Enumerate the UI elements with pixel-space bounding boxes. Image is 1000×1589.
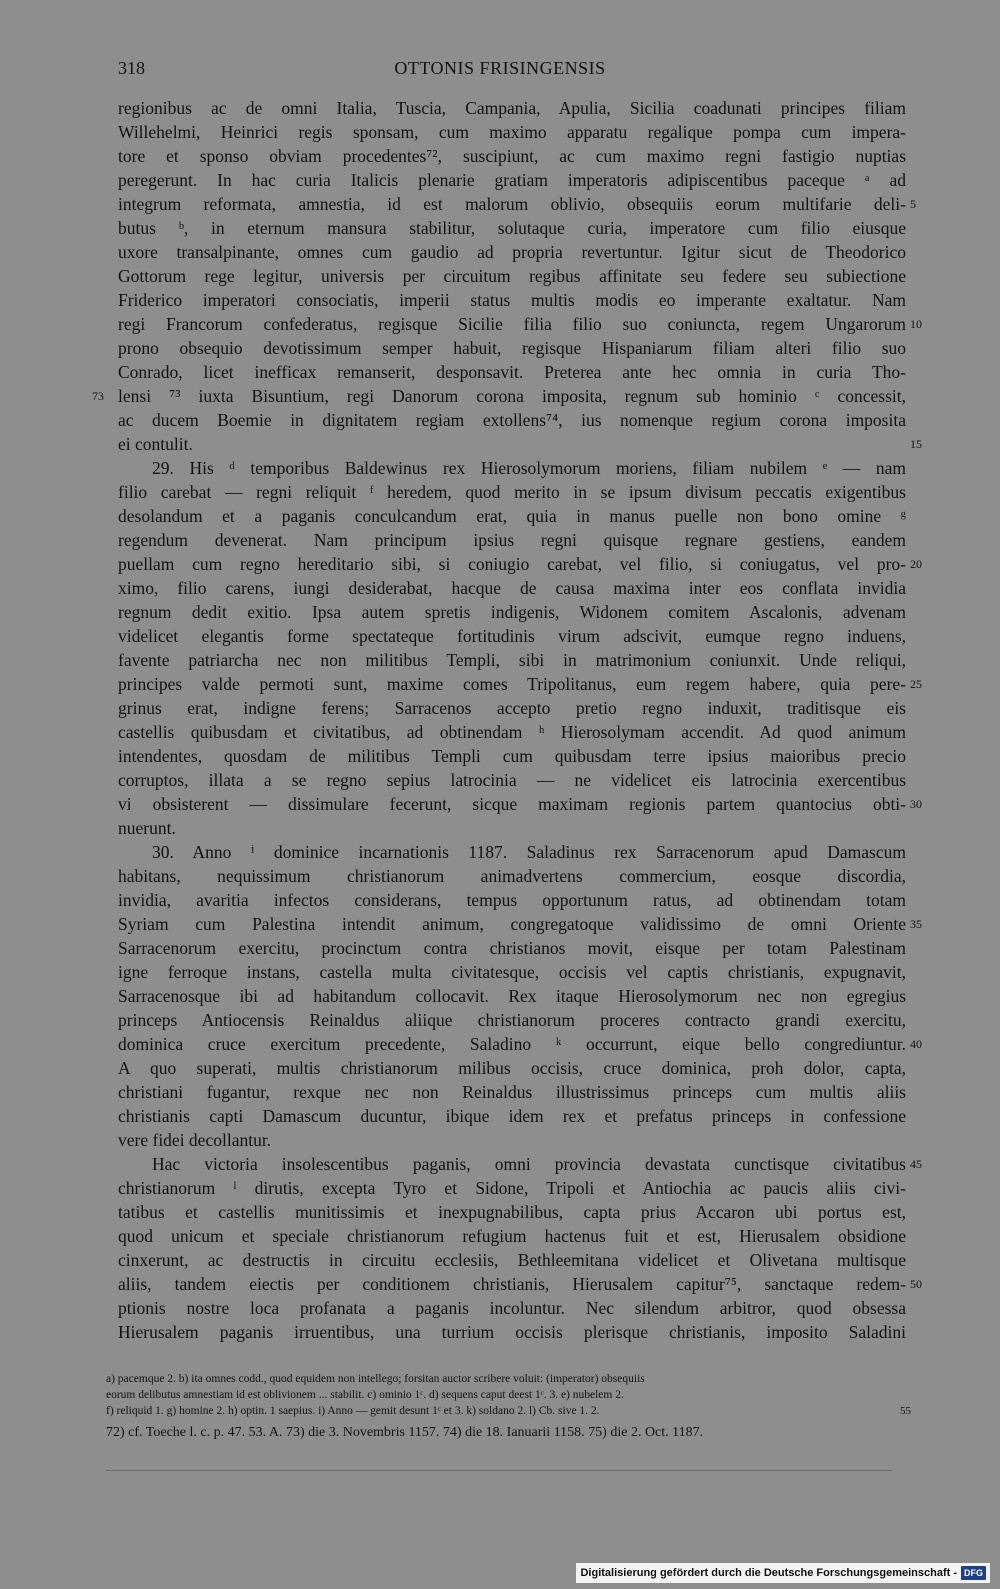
footnote-text: f) reliquid 1. g) homine 2. h) optin. 1 saepius. i) Anno — gemit desunt 1ᶜ et 3. k) soldano 2. l) Cb. sive 1. 2. (106, 1405, 600, 1417)
text-line (118, 648, 906, 672)
text-line (118, 1320, 906, 1344)
line-text: igne ferroque instans, castella multa civitatesque, occisis vel captis christianis, expugnavit, (118, 962, 906, 982)
line-text: quod unicum et speciale christianorum refugium hactenus fuit et est, Hierusalem obsidione (118, 1226, 906, 1246)
text-line (118, 1176, 906, 1200)
line-text: dominica cruce exercitum precedente, Saladino ᵏ occurrunt, eique bello congrediuntur. (118, 1034, 906, 1054)
footnote-line (106, 1371, 896, 1387)
line-text: tore et sponso obviam procedentes⁷², suscipiunt, ac cum maximo regni fastigio nuptias (118, 146, 906, 166)
line-text: invidia, avaritia infectos considerans, tempus opportunum ratus, ad obtinendam totam (118, 890, 906, 910)
line-number: 35 (910, 917, 922, 931)
text-line (118, 480, 906, 504)
line-text: desolandum et a paganis conculcandum erat, quia in manus puelle non bono omine ᵍ (118, 506, 906, 526)
text-line (118, 816, 906, 840)
line-number: 20 (910, 557, 922, 571)
line-text: Gottorum rege legitur, universis per circuitum regibus affinitate seu federe seu subiectione (118, 266, 906, 286)
line-text: butus ᵇ, in eternum mansura stabilitur, solutaque curia, imperatore cum filio eiusque (118, 218, 906, 238)
text-line (118, 744, 906, 768)
line-text: regnum dedit exitio. Ipsa autem spretis indigenis, Widonem comitem Ascalonis, advenam (118, 602, 906, 622)
line-number: 10 (910, 317, 922, 331)
line-text: princeps Antiocensis Reinaldus aliique christianorum proceres contracto grandi exercitu, (118, 1010, 906, 1030)
text-line (118, 408, 906, 432)
text-line (118, 1080, 906, 1104)
page-header (0, 58, 1000, 86)
line-text: favente patriarcha nec non militibus Templi, sibi in matrimonium coniunxit. Unde reliqui, (118, 650, 906, 670)
line-text: ptionis nostre loca profanata a paganis incoluntur. Nec silendum arbitror, quod obsessa (118, 1298, 906, 1318)
text-line (118, 528, 906, 552)
line-number: 45 (910, 1157, 922, 1171)
line-number: 50 (910, 1277, 922, 1291)
line-text: Sarracenosque ibi ad habitandum collocavit. Rex itaque Hierosolymorum nec non egregius (118, 986, 906, 1006)
line-number: 40 (910, 1037, 922, 1051)
text-line (118, 96, 906, 120)
margin-note-number: 73 (92, 389, 104, 403)
main-text (92, 96, 922, 1344)
text-line (118, 840, 906, 864)
line-text: christianorum ˡ dirutis, excepta Tyro et Sidone, Tripoli et Antiochia ac paucis aliis civi- (118, 1178, 906, 1198)
source-references: 72) cf. Toeche l. c. p. 47. 53. A. 73) die 3. Novembris 1157. 74) die 18. Ianuarii 1158. 75) die 2. Oct. 1187. (106, 1425, 704, 1440)
text-line (118, 672, 922, 696)
line-text: regendum devenerat. Nam principum ipsius regni quisque regnare gestiens, eandem (118, 530, 906, 550)
text-line (118, 1128, 906, 1152)
text-line (118, 192, 916, 216)
line-text: Conrado, licet inefficax remanserit, desponsavit. Preterea ante hec omnia in curia Tho- (118, 362, 906, 382)
line-text: tatibus et castellis munitissimis et inexpugnabilibus, capta prius Accaron ubi portus est, (118, 1202, 906, 1222)
line-text: 29. His ᵈ temporibus Baldewinus rex Hierosolymorum moriens, filiam nubilem ᵉ — nam (152, 458, 906, 478)
line-text: aliis, tandem eiectis per conditionem christianis, Hierusalem capitur⁷⁵, sanctaque redem- (118, 1274, 906, 1294)
text-line (118, 312, 922, 336)
line-text: christianis capti Damascum ducuntur, ibique idem rex et prefatus princeps in confessione (118, 1106, 906, 1126)
text-line (118, 912, 922, 936)
footnote-text: a) pacemque 2. b) ita omnes codd., quod equidem non intellego; forsitan auctor scribere voluit: (imperator) obsequiis (106, 1373, 645, 1385)
line-text: Hac victoria insolescentibus paganis, omni provincia devastata cunctisque civitatibus (152, 1154, 906, 1174)
line-text: corruptos, illata a se regno sepius latrocinia — ne videlicet eis latrocinia exercentibus (118, 770, 906, 790)
line-text: integrum reformata, amnestia, id est malorum oblivio, obsequiis eorum multifarie deli- (118, 194, 906, 214)
text-line (118, 240, 906, 264)
line-text: vere fidei decollantur. (118, 1130, 272, 1150)
line-number: 55 (900, 1405, 911, 1417)
footnote-line (106, 1387, 896, 1403)
line-text: grinus erat, indigne ferens; Sarracenos accepto pretio regno induxit, traditisque eis (118, 698, 906, 718)
text-line (118, 888, 906, 912)
text-line (118, 216, 906, 240)
line-text: cinxerunt, ac destructis in circuitu ecclesiis, Bethleemitana videlicet et Olivetana multisque (118, 1250, 906, 1270)
text-line (118, 360, 906, 384)
text-line (118, 864, 906, 888)
text-line (118, 768, 906, 792)
text-line (118, 336, 906, 360)
line-text: ximo, filio carens, iungi desiderabat, hacque de causa maxima inter eos conflata invidia (118, 578, 906, 598)
footnote-line (106, 1403, 911, 1419)
text-line (118, 1056, 906, 1080)
text-line (118, 1200, 906, 1224)
text-line (118, 576, 906, 600)
text-line (118, 144, 906, 168)
line-text: nuerunt. (118, 818, 176, 838)
text-line (118, 1272, 922, 1296)
line-text: prono obsequio devotissimum semper habuit, regisque Hispaniarum filiam alteri filio suo (118, 338, 906, 358)
text-line (118, 1032, 922, 1056)
text-line (118, 696, 906, 720)
line-text: vi obsisterent — dissimulare fecerunt, sicque maximam regionis partem quantocius obti- (118, 794, 906, 814)
text-line (118, 1296, 906, 1320)
line-text: castellis quibusdam et civitatibus, ad obtinendam ʰ Hierosolymam accendit. Ad quod animum (118, 722, 906, 742)
text-line (118, 1224, 906, 1248)
line-text: ei contulit. (118, 434, 193, 454)
line-text: Sarracenorum exercitu, procinctum contra christianos movit, eisque per totam Palestinam (118, 938, 906, 958)
text-line (118, 432, 922, 456)
funding-text: Digitalisierung gefördert durch die Deutsche Forschungsgemeinschaft - (580, 1567, 957, 1579)
line-text: habitans, nequissimum christianorum animadvertens commercium, eosque discordia, (118, 866, 906, 886)
line-text: peregerunt. In hac curia Italicis plenarie gratiam imperatoris adipiscentibus paceque ᵃ ad (118, 170, 906, 190)
text-line (118, 624, 906, 648)
line-text: uxore transalpinante, omnes cum gaudio ad propria revertuntur. Igitur sicut de Theodorico (118, 242, 906, 262)
line-text: intendentes, quosdam de militibus Templi cum quibusdam terre ipsius maioribus precio (118, 746, 906, 766)
line-text: lensi ⁷³ iuxta Bisuntium, regi Danorum corona imposita, regnum sub hominio ᶜ concessit, (118, 386, 906, 406)
line-number: 30 (910, 797, 922, 811)
line-text: filio carebat — regni reliquit ᶠ heredem, quod merito in se ipsum divisum peccatis exigentibus (118, 482, 906, 502)
line-number: 15 (910, 437, 922, 451)
text-line (118, 504, 906, 528)
running-title: OTTONIS FRISINGENSIS (394, 58, 606, 78)
text-line (92, 384, 906, 408)
funding-footer (576, 1563, 990, 1583)
line-text: principes valde permoti sunt, maxime comes Tripolitanus, eum regem habere, quia pere- (118, 674, 906, 694)
line-text: videlicet elegantis forme spectateque fortitudinis virum adscivit, eumque regno induens, (118, 626, 906, 646)
text-line (118, 288, 906, 312)
text-line (118, 264, 906, 288)
line-text: Syriam cum Palestina intendit animum, congregatoque validissimo de omni Oriente (118, 914, 906, 934)
text-line (118, 120, 906, 144)
text-line (118, 1008, 906, 1032)
line-text: puellam cum regno hereditario sibi, si coniugio carebat, vel filio, si coniugatus, vel pro- (118, 554, 906, 574)
critical-apparatus (106, 1371, 911, 1419)
dfg-logo-icon: DFG (961, 1566, 986, 1580)
line-text: Hierusalem paganis irruentibus, una turrium occisis plerisque christianis, imposito Saladini (118, 1322, 906, 1342)
line-text: Friderico imperatori consociatis, imperii status multis modis eo imperante exaltatur. Nam (118, 290, 906, 310)
line-text: A quo superati, multis christianorum milibus occisis, cruce dominica, proh dolor, capta, (118, 1058, 906, 1078)
text-line (118, 792, 922, 816)
line-text: 30. Anno ⁱ dominice incarnationis 1187. Saladinus rex Sarracenorum apud Damascum (152, 842, 906, 862)
text-line (118, 456, 906, 480)
text-line (118, 1104, 906, 1128)
footnote-text: eorum delibutus amnestiam id est oblivionem ... stabilit. c) ominio 1ᶜ. d) sequens caput deest 1ᶜ. 3. e) nubelem 2. (106, 1389, 624, 1401)
line-number: 5 (910, 197, 916, 211)
line-text: ac ducem Boemie in dignitatem regiam extollens⁷⁴, ius nomenque regium corona imposita (118, 410, 906, 430)
text-line (118, 1152, 922, 1176)
line-number: 25 (910, 677, 922, 691)
text-line (118, 1248, 906, 1272)
page-number: 318 (118, 58, 145, 78)
text-line (118, 936, 906, 960)
text-line (118, 168, 906, 192)
text-line (118, 552, 922, 576)
text-line (118, 720, 906, 744)
divider (106, 1470, 892, 1471)
line-text: regi Francorum confederatus, regisque Sicilie filia filio suo coniuncta, regem Ungarorum (118, 314, 906, 334)
text-line (118, 600, 906, 624)
text-line (118, 984, 906, 1008)
text-line (118, 960, 906, 984)
line-text: christiani fugantur, rexque nec non Reinaldus illustrissimus princeps cum multis aliis (118, 1082, 906, 1102)
line-text: regionibus ac de omni Italia, Tuscia, Campania, Apulia, Sicilia coadunati principes filiam (118, 98, 906, 118)
line-text: Willehelmi, Heinrici regis sponsam, cum maximo apparatu regalique pompa cum impera- (118, 122, 906, 142)
